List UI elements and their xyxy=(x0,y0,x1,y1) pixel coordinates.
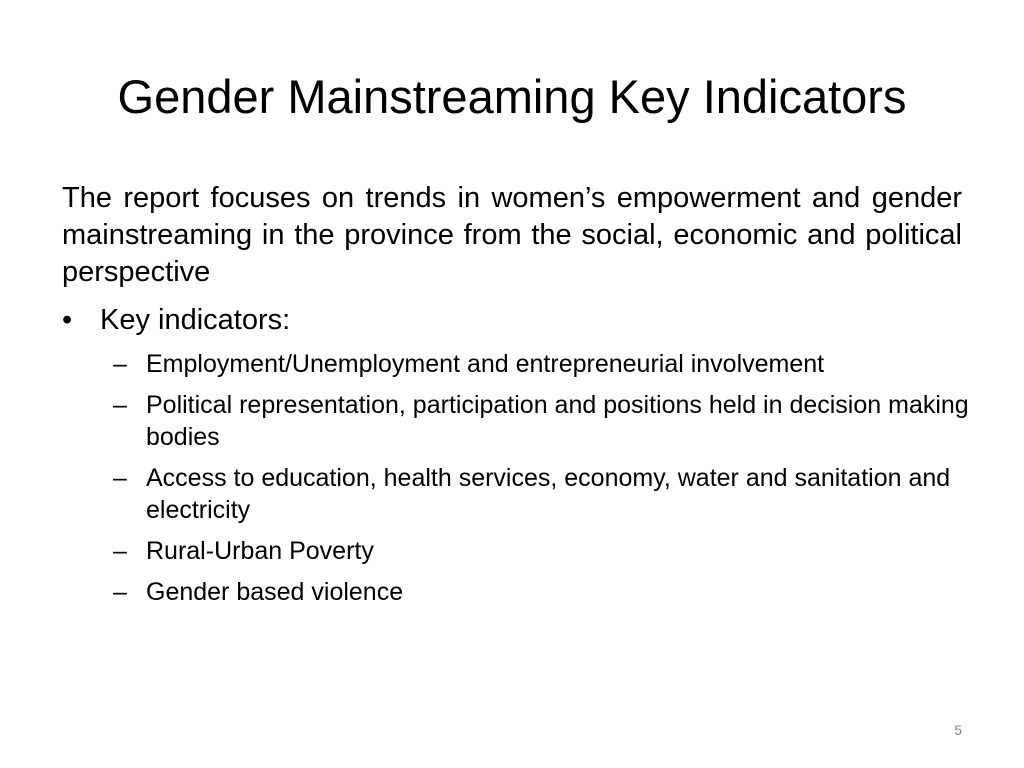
page-number: 5 xyxy=(954,722,962,738)
list-item-text: Employment/Unemployment and entrepreneurial involvement xyxy=(146,350,825,378)
key-indicators-bullet xyxy=(62,302,962,339)
list-item-text: Gender based violence xyxy=(146,578,404,606)
bullet-label: Key indicators: xyxy=(100,304,291,336)
list-item xyxy=(113,462,973,526)
bullet-dot: • xyxy=(62,304,73,336)
list-item xyxy=(113,348,973,380)
dash-marker: – xyxy=(113,350,127,378)
indicator-list xyxy=(113,348,973,617)
dash-marker: – xyxy=(113,537,127,565)
list-item xyxy=(113,535,973,567)
list-item xyxy=(113,389,973,453)
intro-paragraph: The report focuses on trends in women’s empowerment and gender mainstreaming in the province from the social, economic and political perspective xyxy=(62,182,962,288)
dash-marker: – xyxy=(113,578,127,606)
list-item xyxy=(113,576,973,608)
list-item-text: Political representation, participation and positions held in decision making bodies xyxy=(146,391,969,451)
list-item-text: Access to education, health services, economy, water and sanitation and electricity xyxy=(146,464,951,524)
dash-marker: – xyxy=(113,464,127,492)
dash-marker: – xyxy=(113,391,127,419)
list-item-text: Rural-Urban Poverty xyxy=(146,537,374,565)
slide-title: Gender Mainstreaming Key Indicators xyxy=(117,70,907,123)
